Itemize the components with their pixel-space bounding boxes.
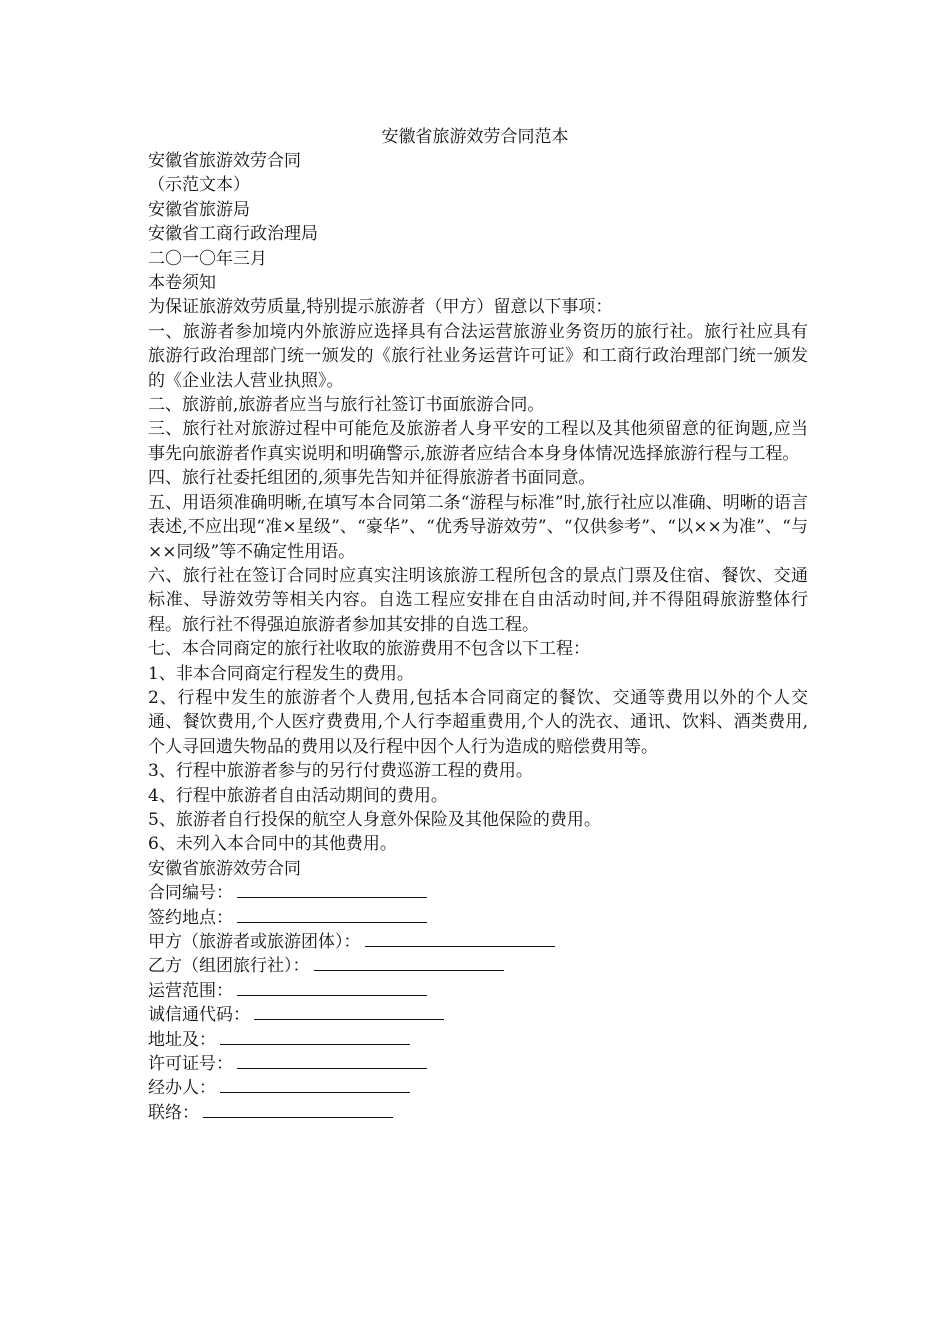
cover-name: 安徽省旅游效劳合同 (148, 151, 301, 171)
field-credit-code (148, 1003, 808, 1027)
fee-item: 3、行程中旅游者参与的另行付费巡游工程的费用。 (148, 761, 533, 782)
fee-item: 1、非本合同商定行程发生的费用。 (148, 663, 414, 684)
field-handler (148, 1076, 808, 1100)
fee-item: 5、旅游者自行投保的航空人身意外保险及其他保险的费用。 (148, 809, 601, 830)
field-business-scope (148, 979, 808, 1003)
notice-intro: 为保证旅游效劳质量,特别提示旅游者（甲方）留意以下事项： (148, 297, 613, 318)
notice-item: 四、旅行社委托组团的,须事先告知并征得旅游者书面同意。 (148, 468, 596, 489)
fill-blank (237, 881, 427, 898)
field-label: 合同编号： (148, 883, 233, 904)
cover-subtitle: （示范文本） (148, 175, 250, 196)
field-license-number (148, 1052, 808, 1076)
notice-item: 三、旅行社对旅游过程中可能危及旅游者人身平安的工程以及其他须留意的征询题,应当事先向旅游者作真实说明和明确警示,旅游者应结合本身身体情况选择旅游行程与工程。 (148, 419, 808, 464)
field-label: 许可证号： (148, 1054, 233, 1075)
notice-heading: 本卷须知 (148, 273, 216, 294)
document-body (148, 149, 808, 1125)
field-contact (148, 1101, 808, 1125)
field-label: 地址及： (148, 1029, 216, 1050)
fill-blank (254, 1003, 444, 1020)
fill-blank (220, 1028, 410, 1045)
field-label: 诚信通代码： (148, 1005, 250, 1026)
notice-item: 一、旅游者参加境内外旅游应选择具有合法运营旅游业务资历的旅行社。旅行社应具有旅游行政治理部门统一颁发的《旅行社业务运营许可证》和工商行政治理部门统一颁发的《企业法人营业执照》。 (148, 321, 808, 391)
field-party-b (148, 954, 808, 978)
field-label: 联络： (148, 1102, 199, 1123)
field-label: 签约地点： (148, 907, 233, 928)
field-label: 经办人： (148, 1078, 216, 1099)
document-title: 安徽省旅游效劳合同范本 (381, 127, 569, 147)
field-address (148, 1028, 808, 1052)
notice-item: 七、本合同商定的旅行社收取的旅游费用不包含以下工程： (148, 639, 590, 660)
field-label: 乙方（组团旅行社）： (148, 956, 310, 977)
fill-blank (237, 1052, 427, 1069)
fee-item: 4、行程中旅游者自由活动期间的费用。 (148, 785, 448, 806)
cover-issuer-tourism-bureau: 安徽省旅游局 (148, 199, 250, 220)
field-label: 运营范围： (148, 980, 233, 1001)
field-contract-number (148, 881, 808, 905)
field-party-a (148, 930, 808, 954)
fee-item: 2、行程中发生的旅游者个人费用,包括本合同商定的餐饮、交通等费用以外的个人交通、餐饮费用,个人医疗费费用,个人行李超重费用,个人的洗衣、通讯、饮料、酒类费用,个人寻回遗失物品的费用以及行程中因个人行为造成的赔偿费用等。 (148, 687, 808, 757)
field-signing-place (148, 906, 808, 930)
cover-issuer-industry-bureau: 安徽省工商行政治理局 (148, 224, 318, 245)
notice-item: 五、用语须准确明晰,在填写本合同第二条“游程与标准”时,旅行社应以准确、明晰的语言表述,不应出现“准×星级”、“豪华”、“优秀导游效劳”、“仅供参考”、“以××为准”、“与××同级”等不确定性用语。 (148, 492, 808, 562)
fill-blank (220, 1076, 410, 1093)
fill-blank (203, 1101, 393, 1118)
fill-blank (237, 906, 427, 923)
notice-item: 二、旅游前,旅游者应当与旅行社签订书面旅游合同。 (148, 395, 545, 416)
fill-blank (237, 979, 427, 996)
fee-item: 6、未列入本合同中的其他费用。 (148, 834, 397, 855)
cover-date: 二〇一〇年三月 (148, 248, 267, 269)
fill-blank (365, 930, 555, 947)
notice-item: 六、旅行社在签订合同时应真实注明该旅游工程所包含的景点门票及住宿、餐饮、交通标准、导游效劳等相关内容。自选工程应安排在自由活动时间,并不得阻碍旅游整体行程。旅行社不得强迫旅游者参加其安排的自选工程。 (148, 565, 808, 635)
field-label: 甲方（旅游者或旅游团体）： (148, 932, 361, 952)
fill-blank (314, 954, 504, 971)
contract-heading: 安徽省旅游效劳合同 (148, 858, 301, 879)
